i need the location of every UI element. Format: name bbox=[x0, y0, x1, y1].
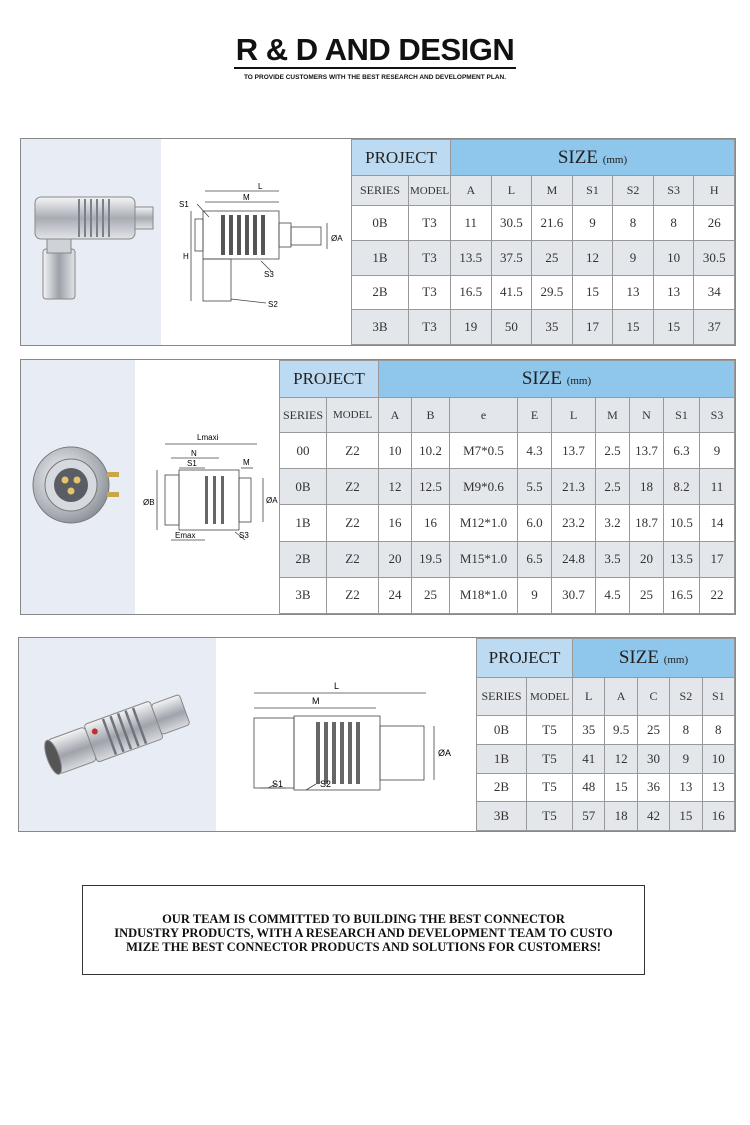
table-cell: 16 bbox=[379, 505, 412, 541]
dim-label-lmax: Lmaxi bbox=[197, 433, 219, 442]
technical-drawing-t3 bbox=[161, 139, 352, 345]
table-cell: 3.5 bbox=[596, 541, 630, 577]
table-cell: 37.5 bbox=[491, 240, 532, 275]
table-cell: 11 bbox=[451, 206, 492, 241]
column-header: S1 bbox=[702, 678, 734, 716]
connector-photo-elbow bbox=[21, 139, 162, 345]
table-cell: 8 bbox=[613, 206, 654, 241]
table-cell: 25 bbox=[630, 577, 664, 613]
table-row bbox=[280, 505, 735, 541]
table-cell: 12.5 bbox=[412, 469, 450, 505]
dim-label-a: ØA bbox=[438, 748, 452, 758]
table-cell: 57 bbox=[573, 802, 605, 831]
table-cell: 10 bbox=[379, 433, 412, 469]
column-header: S3 bbox=[700, 398, 735, 433]
table-cell: 29.5 bbox=[532, 275, 573, 310]
table-cell: 26 bbox=[694, 206, 735, 241]
table-cell: 13.5 bbox=[664, 541, 700, 577]
table-cell: 30 bbox=[637, 744, 669, 773]
table-cell: 6.0 bbox=[518, 505, 552, 541]
column-header-row bbox=[352, 176, 735, 206]
technical-drawing-t5 bbox=[216, 638, 477, 831]
table-cell: 0B bbox=[352, 206, 409, 241]
table-cell: 2.5 bbox=[596, 433, 630, 469]
table-cell: 10.5 bbox=[664, 505, 700, 541]
table-cell: 21.6 bbox=[532, 206, 573, 241]
table-cell: 48 bbox=[573, 773, 605, 802]
table-row bbox=[280, 469, 735, 505]
column-header: A bbox=[379, 398, 412, 433]
table-cell: 3B bbox=[477, 802, 527, 831]
table-cell: Z2 bbox=[327, 505, 379, 541]
dim-label-s1: S1 bbox=[272, 779, 284, 789]
table-cell: 13.7 bbox=[552, 433, 596, 469]
table-cell: 35 bbox=[532, 310, 573, 345]
table-cell: 10 bbox=[702, 744, 734, 773]
table-row bbox=[352, 240, 735, 275]
table-cell: 1B bbox=[477, 744, 527, 773]
column-header: S1 bbox=[572, 176, 613, 206]
table-cell: 15 bbox=[670, 802, 702, 831]
table-cell: 20 bbox=[379, 541, 412, 577]
statement-line: OUR TEAM IS COMMITTED TO BUILDING THE BEST CONNECTOR bbox=[162, 912, 565, 926]
commitment-statement bbox=[82, 885, 645, 975]
dim-label-emax: Emax bbox=[175, 531, 196, 540]
table-cell: 13 bbox=[702, 773, 734, 802]
table-cell: 37 bbox=[694, 310, 735, 345]
table-cell: T3 bbox=[409, 310, 451, 345]
table-cell: 13 bbox=[613, 275, 654, 310]
column-header: A bbox=[451, 176, 492, 206]
table-row bbox=[280, 433, 735, 469]
column-header: L bbox=[573, 678, 605, 716]
table-cell: 6.3 bbox=[664, 433, 700, 469]
column-header-row bbox=[477, 678, 735, 716]
size-header: SIZE (mm) bbox=[451, 140, 735, 176]
table-cell: 00 bbox=[280, 433, 327, 469]
dim-label-h: H bbox=[183, 252, 189, 261]
table-row bbox=[280, 577, 735, 613]
table-cell: 18 bbox=[630, 469, 664, 505]
column-header: H bbox=[694, 176, 735, 206]
table-row bbox=[352, 206, 735, 241]
column-header: M bbox=[596, 398, 630, 433]
table-cell: 19.5 bbox=[412, 541, 450, 577]
technical-drawing-z2 bbox=[135, 360, 280, 614]
table-cell: 30.5 bbox=[694, 240, 735, 275]
table-cell: 13.5 bbox=[451, 240, 492, 275]
column-header: S3 bbox=[653, 176, 694, 206]
table-cell: 13 bbox=[670, 773, 702, 802]
table-cell: 23.2 bbox=[552, 505, 596, 541]
table-cell: T5 bbox=[527, 744, 573, 773]
table-cell: Z2 bbox=[327, 469, 379, 505]
table-cell: M15*1.0 bbox=[450, 541, 518, 577]
table-cell: 9 bbox=[572, 206, 613, 241]
project-header: PROJECT bbox=[477, 639, 573, 678]
table-cell: Z2 bbox=[327, 577, 379, 613]
dim-label-a: ØA bbox=[266, 496, 278, 505]
table-cell: M18*1.0 bbox=[450, 577, 518, 613]
table-cell: 13.7 bbox=[630, 433, 664, 469]
table-cell: 15 bbox=[605, 773, 637, 802]
table-cell: 0B bbox=[477, 716, 527, 745]
table-cell: 12 bbox=[379, 469, 412, 505]
table-cell: 34 bbox=[694, 275, 735, 310]
table-cell: 8 bbox=[702, 716, 734, 745]
column-header: SERIES bbox=[352, 176, 409, 206]
table-cell: 35 bbox=[573, 716, 605, 745]
table-cell: 10 bbox=[653, 240, 694, 275]
size-header: SIZE (mm) bbox=[573, 639, 735, 678]
statement-line: INDUSTRY PRODUCTS, WITH A RESEARCH AND DEVELOPMENT TEAM TO CUSTO bbox=[114, 926, 613, 940]
table-cell: 16.5 bbox=[664, 577, 700, 613]
table-cell: 41.5 bbox=[491, 275, 532, 310]
column-header: S2 bbox=[670, 678, 702, 716]
table-cell: 13 bbox=[653, 275, 694, 310]
spec-table-t5 bbox=[476, 638, 735, 831]
column-header: MODEL bbox=[327, 398, 379, 433]
column-header: MODEL bbox=[409, 176, 451, 206]
connector-photo-straight bbox=[19, 638, 217, 831]
dimension-drawing bbox=[161, 139, 351, 345]
dim-label-a: ØA bbox=[331, 234, 343, 243]
column-header: A bbox=[605, 678, 637, 716]
table-cell: M9*0.6 bbox=[450, 469, 518, 505]
dim-label-s3: S3 bbox=[264, 270, 274, 279]
table-cell: 18 bbox=[605, 802, 637, 831]
table-cell: 8.2 bbox=[664, 469, 700, 505]
table-cell: T5 bbox=[527, 716, 573, 745]
dim-label-s3: S3 bbox=[239, 531, 249, 540]
column-header: N bbox=[630, 398, 664, 433]
table-cell: 9 bbox=[613, 240, 654, 275]
table-cell: 19 bbox=[451, 310, 492, 345]
column-header: MODEL bbox=[527, 678, 573, 716]
dim-label-l: L bbox=[258, 182, 263, 191]
spec-table-z2 bbox=[279, 360, 735, 614]
table-cell: 21.3 bbox=[552, 469, 596, 505]
page-title: R & D AND DESIGN bbox=[235, 32, 515, 67]
table-row bbox=[477, 773, 735, 802]
table-row bbox=[477, 716, 735, 745]
table-cell: T3 bbox=[409, 240, 451, 275]
table-cell: 0B bbox=[280, 469, 327, 505]
table-cell: 50 bbox=[491, 310, 532, 345]
connector-photo-socket bbox=[21, 360, 136, 614]
table-cell: 22 bbox=[700, 577, 735, 613]
table-cell: 25 bbox=[532, 240, 573, 275]
table-cell: 17 bbox=[572, 310, 613, 345]
table-cell: 3B bbox=[352, 310, 409, 345]
table-cell: 17 bbox=[700, 541, 735, 577]
dim-label-s2: S2 bbox=[268, 300, 278, 309]
table-cell: 15 bbox=[613, 310, 654, 345]
table-cell: Z2 bbox=[327, 433, 379, 469]
column-header-row bbox=[280, 398, 735, 433]
column-header: M bbox=[532, 176, 573, 206]
table-cell: M7*0.5 bbox=[450, 433, 518, 469]
table-cell: 24 bbox=[379, 577, 412, 613]
dim-label-b: ØB bbox=[143, 498, 155, 507]
table-cell: 11 bbox=[700, 469, 735, 505]
table-cell: 36 bbox=[637, 773, 669, 802]
dim-label-n: N bbox=[191, 449, 197, 458]
table-cell: 30.5 bbox=[491, 206, 532, 241]
table-cell: T3 bbox=[409, 275, 451, 310]
table-cell: 42 bbox=[637, 802, 669, 831]
table-cell: 10.2 bbox=[412, 433, 450, 469]
page-subtitle: TO PROVIDE CUSTOMERS WITH THE BEST RESEARCH AND DEVELOPMENT PLAN. bbox=[243, 74, 507, 81]
table-row bbox=[352, 275, 735, 310]
table-cell: 16 bbox=[412, 505, 450, 541]
column-header: S2 bbox=[613, 176, 654, 206]
table-cell: 24.8 bbox=[552, 541, 596, 577]
size-header: SIZE (mm) bbox=[379, 361, 735, 398]
column-header: SERIES bbox=[280, 398, 327, 433]
table-cell: 12 bbox=[572, 240, 613, 275]
table-cell: 15 bbox=[653, 310, 694, 345]
column-header: e bbox=[450, 398, 518, 433]
table-cell: T3 bbox=[409, 206, 451, 241]
column-header: SERIES bbox=[477, 678, 527, 716]
dim-label-s2: S2 bbox=[320, 779, 332, 789]
dim-label-m: M bbox=[243, 458, 250, 467]
dimension-drawing bbox=[216, 638, 476, 831]
dim-label-l: L bbox=[334, 681, 340, 691]
column-header: S1 bbox=[664, 398, 700, 433]
table-cell: 16.5 bbox=[451, 275, 492, 310]
table-cell: 1B bbox=[280, 505, 327, 541]
table-cell: T5 bbox=[527, 773, 573, 802]
table-cell: T5 bbox=[527, 802, 573, 831]
dim-label-s1: S1 bbox=[179, 200, 189, 209]
table-cell: M12*1.0 bbox=[450, 505, 518, 541]
table-cell: 25 bbox=[637, 716, 669, 745]
table-cell: 8 bbox=[670, 716, 702, 745]
table-cell: 2.5 bbox=[596, 469, 630, 505]
table-row bbox=[477, 744, 735, 773]
project-header: PROJECT bbox=[352, 140, 451, 176]
table-row bbox=[280, 541, 735, 577]
table-cell: 16 bbox=[702, 802, 734, 831]
product-block-z2 bbox=[20, 359, 736, 615]
column-header: L bbox=[491, 176, 532, 206]
dim-label-m: M bbox=[312, 696, 320, 706]
table-row bbox=[352, 310, 735, 345]
table-cell: 2B bbox=[280, 541, 327, 577]
product-block-t3 bbox=[20, 138, 736, 346]
table-cell: 20 bbox=[630, 541, 664, 577]
table-cell: 1B bbox=[352, 240, 409, 275]
table-cell: 5.5 bbox=[518, 469, 552, 505]
dimension-drawing bbox=[135, 360, 279, 614]
spec-table-t3 bbox=[351, 139, 735, 345]
table-cell: Z2 bbox=[327, 541, 379, 577]
table-cell: 12 bbox=[605, 744, 637, 773]
table-cell: 9 bbox=[670, 744, 702, 773]
dim-label-m: M bbox=[243, 193, 250, 202]
table-cell: 2B bbox=[352, 275, 409, 310]
table-cell: 25 bbox=[412, 577, 450, 613]
column-header: C bbox=[637, 678, 669, 716]
project-header: PROJECT bbox=[280, 361, 379, 398]
table-cell: 9 bbox=[700, 433, 735, 469]
table-cell: 8 bbox=[653, 206, 694, 241]
statement-line: MIZE THE BEST CONNECTOR PRODUCTS AND SOLUTIONS FOR CUSTOMERS! bbox=[126, 940, 601, 954]
table-cell: 9.5 bbox=[605, 716, 637, 745]
table-cell: 3.2 bbox=[596, 505, 630, 541]
product-block-t5 bbox=[18, 637, 736, 832]
column-header: L bbox=[552, 398, 596, 433]
table-cell: 14 bbox=[700, 505, 735, 541]
column-header: B bbox=[412, 398, 450, 433]
table-cell: 4.5 bbox=[596, 577, 630, 613]
table-cell: 41 bbox=[573, 744, 605, 773]
table-cell: 3B bbox=[280, 577, 327, 613]
table-cell: 15 bbox=[572, 275, 613, 310]
table-cell: 2B bbox=[477, 773, 527, 802]
table-cell: 9 bbox=[518, 577, 552, 613]
column-header: E bbox=[518, 398, 552, 433]
table-cell: 30.7 bbox=[552, 577, 596, 613]
table-row bbox=[477, 802, 735, 831]
dim-label-s1: S1 bbox=[187, 459, 197, 468]
table-cell: 18.7 bbox=[630, 505, 664, 541]
table-cell: 4.3 bbox=[518, 433, 552, 469]
table-cell: 6.5 bbox=[518, 541, 552, 577]
